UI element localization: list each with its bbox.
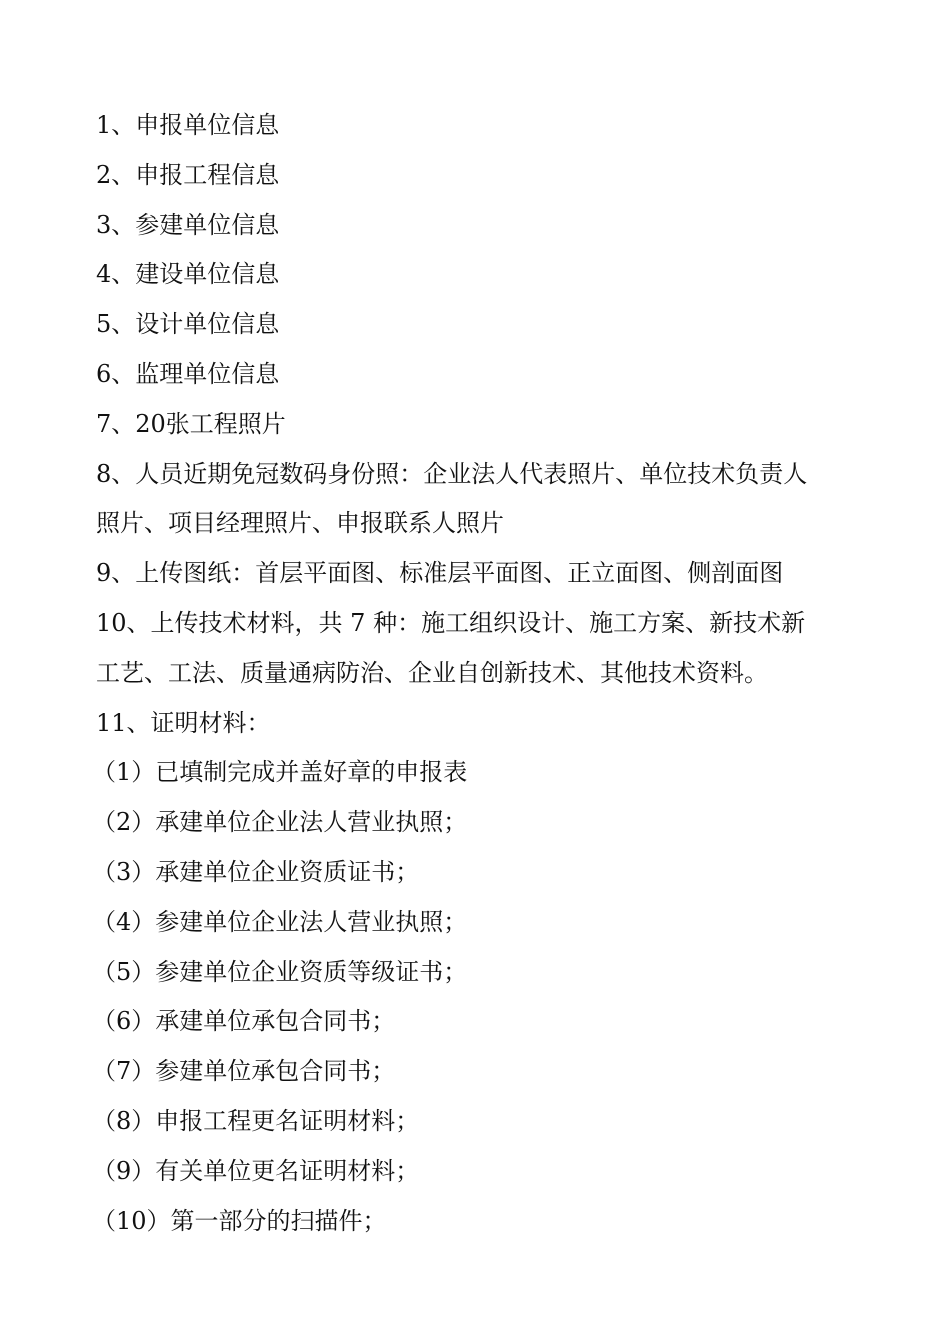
list-item: 9、上传图纸：首层平面图、标准层平面图、正立面图、侧剖面图 xyxy=(96,559,784,588)
list-item: 2、申报工程信息 xyxy=(96,160,280,189)
list-item-continuation: 工艺、工法、质量通病防治、企业自创新技术、其他技术资料。 xyxy=(96,658,768,687)
sub-list-item: （1）已填制完成并盖好章的申报表 xyxy=(92,758,468,787)
list-item: 3、参建单位信息 xyxy=(96,210,280,239)
list-item: 1、申报单位信息 xyxy=(96,111,280,139)
sub-list-item: （5）参建单位企业资质等级证书； xyxy=(92,957,468,986)
sub-list-item: （10）第一部分的扫描件； xyxy=(92,1206,387,1235)
sub-list-item: （2）承建单位企业法人营业执照； xyxy=(92,808,468,837)
list-item: 6、监理单位信息 xyxy=(96,359,280,388)
document-body xyxy=(92,101,856,1246)
sub-list-item: （4）参建单位企业法人营业执照； xyxy=(92,907,468,936)
sub-list-item: （9）有关单位更名证明材料； xyxy=(92,1156,420,1185)
list-item: 5、设计单位信息 xyxy=(96,310,280,339)
sub-list-item: （3）承建单位企业资质证书； xyxy=(92,857,420,886)
list-item-continuation: 照片、项目经理照片、申报联系人照片 xyxy=(96,509,504,538)
sub-list-item: （7）参建单位承包合同书； xyxy=(92,1057,396,1086)
list-item: 8、人员近期免冠数码身份照：企业法人代表照片、单位技术负责人 xyxy=(96,459,808,488)
list-item: 7、20张工程照片 xyxy=(96,409,286,438)
sub-list-item: （6）承建单位承包合同书； xyxy=(92,1007,396,1036)
list-item: 4、建设单位信息 xyxy=(96,260,280,289)
list-item: 10、上传技术材料，共 7 种：施工组织设计、施工方案、新技术新 xyxy=(96,608,806,637)
sub-list-item: （8）申报工程更名证明材料； xyxy=(92,1106,420,1135)
list-item: 11、证明材料： xyxy=(96,708,271,737)
